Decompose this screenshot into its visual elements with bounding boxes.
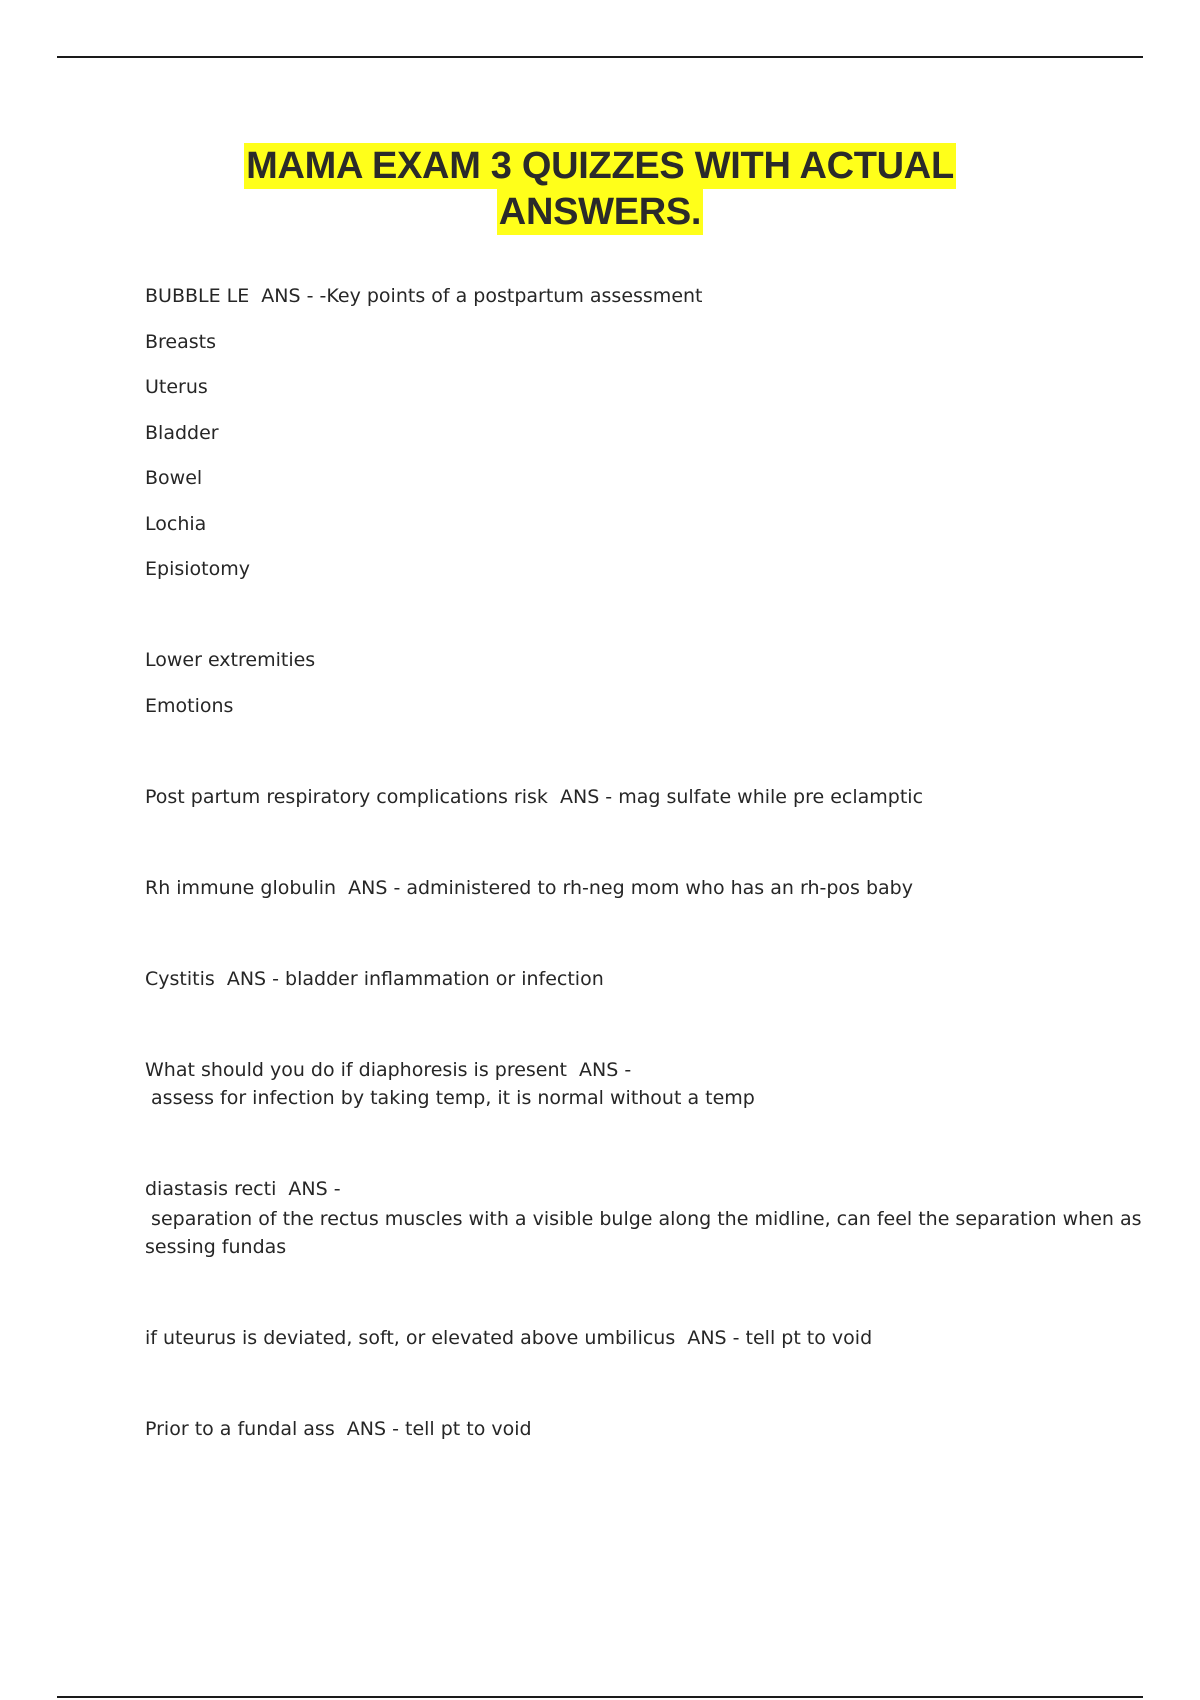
list-item-bowel: Bowel (145, 467, 203, 489)
qa-diastasis-question: diastasis recti ANS - (145, 1178, 341, 1200)
qa-diaphoresis-question: What should you do if diaphoresis is present ANS - (145, 1059, 632, 1081)
qa-rh-immune-globulin: Rh immune globulin ANS - administered to rh-neg mom who has an rh-pos baby (145, 877, 913, 899)
title-line-2: ANSWERS. (498, 191, 702, 233)
qa-diastasis-answer-line2: sessing fundas (145, 1236, 287, 1258)
qa-uterus-deviated: if uteurus is deviated, soft, or elevated above umbilicus ANS - tell pt to void (145, 1327, 873, 1349)
bottom-rule (57, 1696, 1143, 1698)
list-item-uterus: Uterus (145, 376, 208, 398)
list-item-breasts: Breasts (145, 331, 217, 353)
qa-bubble-le: BUBBLE LE ANS - -Key points of a postpartum assessment (145, 285, 703, 307)
qa-respiratory-risk: Post partum respiratory complications risk ANS - mag sulfate while pre eclamptic (145, 786, 924, 808)
list-item-emotions: Emotions (145, 695, 234, 717)
qa-diaphoresis-answer: assess for infection by taking temp, it is normal without a temp (145, 1087, 755, 1109)
list-item-episiotomy: Episiotomy (145, 558, 250, 580)
qa-cystitis: Cystitis ANS - bladder inflammation or infection (145, 968, 604, 990)
list-item-lochia: Lochia (145, 513, 207, 535)
top-rule (57, 56, 1143, 58)
list-item-lower-extremities: Lower extremities (145, 649, 316, 671)
qa-diastasis-answer-line1: separation of the rectus muscles with a visible bulge along the midline, can feel the separation when as (145, 1208, 1142, 1230)
qa-fundal-assessment: Prior to a fundal ass ANS - tell pt to void (145, 1418, 532, 1440)
document-title (57, 143, 1143, 235)
title-line-1: MAMA EXAM 3 QUIZZES WITH ACTUAL (246, 145, 954, 187)
list-item-bladder: Bladder (145, 422, 219, 444)
